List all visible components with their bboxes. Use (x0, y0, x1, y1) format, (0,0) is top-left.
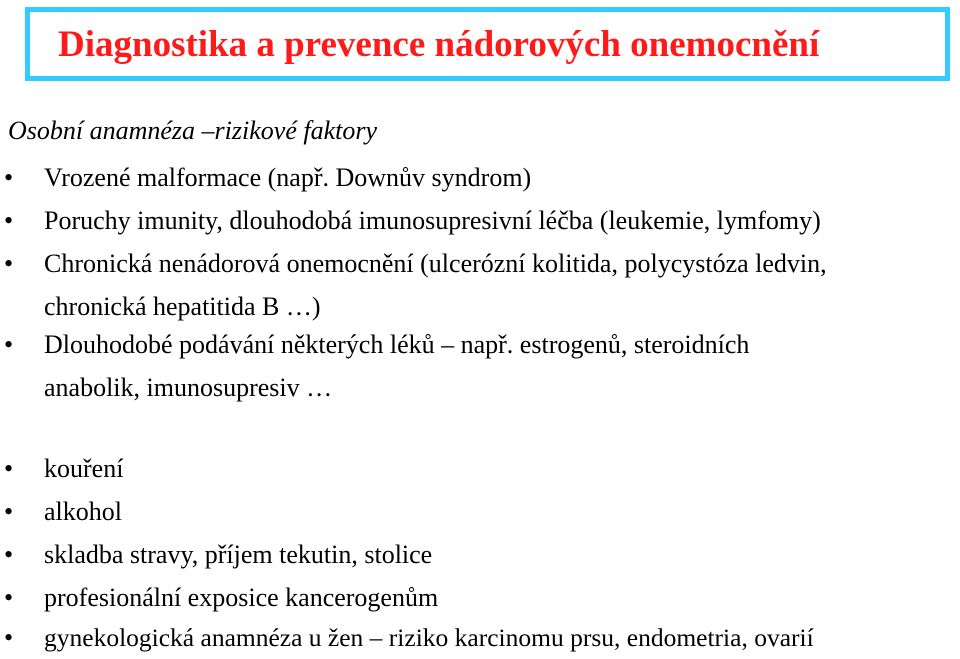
list-item-text: kouření (44, 454, 124, 483)
bullet-icon: • (4, 540, 14, 569)
list-item-text: Chronická nenádorová onemocnění (ulcerózní kolitida, polycystóza ledvin, chronická hepatitida B …) (44, 249, 827, 321)
bullet-icon: • (4, 583, 14, 612)
list-item-text: alkohol (44, 497, 122, 526)
bullet-icon: • (4, 249, 14, 278)
title-box (25, 7, 950, 81)
list-item-text: profesionální exposice kancerogenům (44, 583, 439, 612)
list-item-text: Vrozené malformace (např. Downův syndrom) (44, 163, 532, 192)
section-subheading: Osobní anamnéza –rizikové faktory (8, 116, 378, 145)
bullet-icon: • (4, 206, 14, 235)
bullet-icon: • (4, 330, 14, 359)
bullet-icon: • (4, 454, 14, 483)
slide-title: Diagnostika a prevence nádorových onemocnění (58, 23, 820, 65)
bullet-icon: • (4, 163, 14, 192)
list-item-text: Poruchy imunity, dlouhodobá imunosupresivní léčba (leukemie, lymfomy) (44, 206, 821, 235)
list-item-text: Dlouhodobé podávání některých léků – např. estrogenů, steroidních anabolik, imunosupresiv … (44, 330, 750, 402)
bullet-icon: • (4, 497, 14, 526)
bullet-icon: • (4, 623, 14, 652)
list-item-text: gynekologická anamnéza u žen – riziko karcinomu prsu, endometria, ovarií (44, 623, 814, 652)
list-item-text: skladba stravy, příjem tekutin, stolice (44, 540, 433, 569)
